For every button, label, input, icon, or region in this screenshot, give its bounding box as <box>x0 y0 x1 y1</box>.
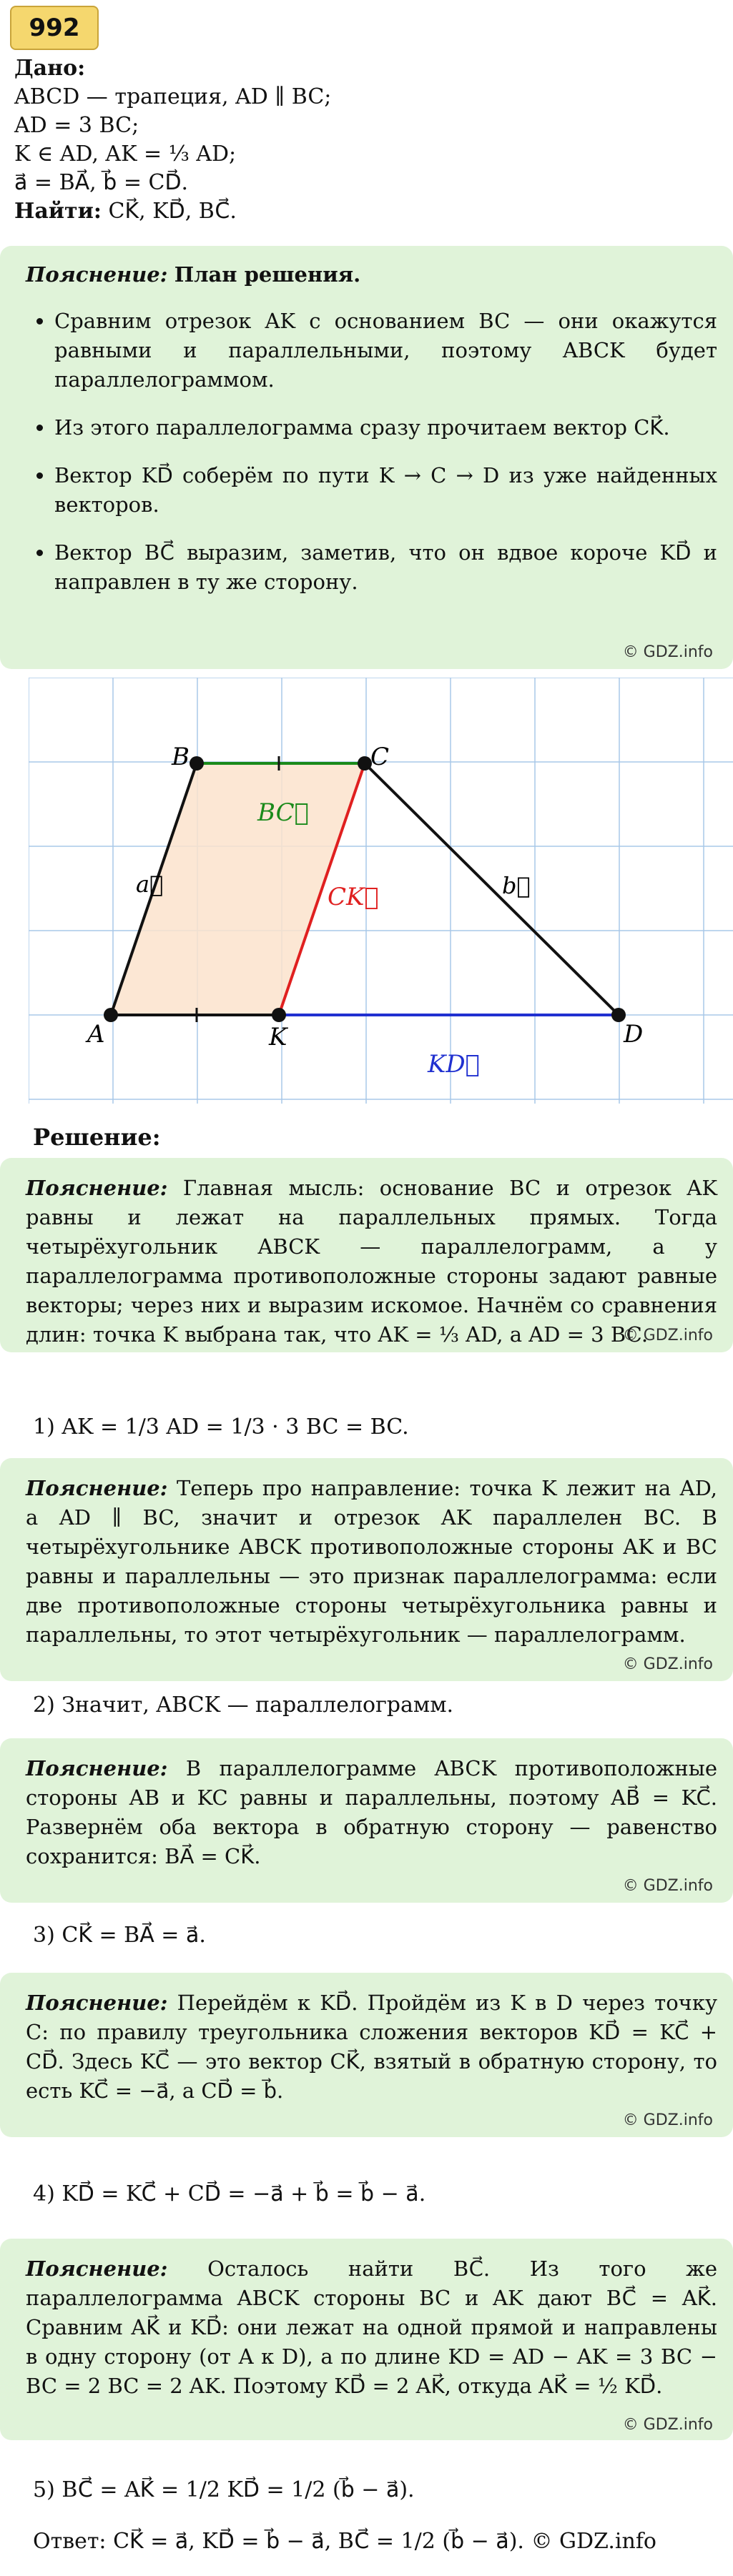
step-5: 5) BC⃗ = AK⃗ = 1/2 KD⃗ = 1/2 (b⃗ − a⃗). <box>33 2477 415 2502</box>
point-c <box>358 756 372 771</box>
explanation-body: В параллелограмме ABCK противоположные стороны AB и KC равны и параллельны, поэтому AB⃗ = KC⃗. Развернём оба вектора в обратную сторону — равенство сохранится: BA⃗ = CK⃗. <box>26 1756 718 1868</box>
explanation-panel-4 <box>0 1973 733 2137</box>
point-k <box>272 1008 286 1022</box>
step-3: 3) CK⃗ = BA⃗ = a⃗. <box>33 1923 206 1948</box>
point-a <box>104 1008 118 1022</box>
explanation-panel-5 <box>0 2239 733 2440</box>
explanation-body: Перейдём к KD⃗. Пройдём из K в D через точку C: по правилу треугольника сложения векторов KD⃗ = KC⃗ + CD⃗. Здесь KC⃗ — это вектор CK⃗, взятый в обратную сторону, то есть KC⃗ = −a⃗, а CD⃗ = b⃗. <box>26 1991 718 2103</box>
explanation-lead: Пояснение: <box>26 1991 168 2015</box>
explanation-lead: Пояснение: <box>26 1476 168 1500</box>
step-1: 1) AK = 1/3 AD = 1/3 · 3 BC = BC. <box>33 1415 409 1440</box>
given-title: Дано: <box>14 56 86 81</box>
plan-item: • Вектор BC⃗ выразим, заметив, что он вдвое короче KD⃗ и направлен в ту же сторону. <box>54 538 717 597</box>
given-line: AD = 3 BC; <box>14 113 139 138</box>
explanation-panel-2 <box>0 1458 733 1681</box>
trapezoid-diagram <box>29 678 733 1104</box>
plan-panel <box>0 246 733 669</box>
plan-item: • Сравним отрезок AK с основанием BC — они окажутся равными и параллельными, поэтому ABCK будет параллелограммом. <box>54 307 717 395</box>
label-b: B <box>172 743 190 771</box>
explanation-panel-3 <box>0 1738 733 1903</box>
credit: © GDZ.info <box>622 1655 713 1673</box>
explanation-text <box>26 1988 717 2106</box>
explanation-lead: Пояснение: <box>26 1176 168 1200</box>
point-b <box>190 756 204 771</box>
credit: © GDZ.info <box>622 643 713 661</box>
explanation-body: Осталось найти BC⃗. Из того же параллелограмма ABCK стороны BC и AK дают BC⃗ = AK⃗. Сравним AK⃗ и KD⃗: они лежат на одной прямой и направлены в одну сторону (от A к D), а по длине KD = AD − AK = 3 BC − BC = 2 BC = 2 AK. Поэтому KD⃗ = 2 AK⃗, откуда AK⃗ = ½ KD⃗. <box>26 2257 718 2398</box>
given-line: K ∈ AD, AK = ⅓ AD; <box>14 142 237 167</box>
label-vector-ck: CK⃗ <box>328 883 379 911</box>
credit: © GDZ.info <box>622 2416 713 2434</box>
diagram-svg <box>29 678 733 1104</box>
explanation-lead: Пояснение: <box>26 1756 168 1780</box>
label-vector-bc: BC⃗ <box>257 798 310 827</box>
explanation-text <box>26 1174 717 1349</box>
given-line: a⃗ = BA⃗, b⃗ = CD⃗. <box>14 170 189 195</box>
explanation-body: Главная мысль: основание BC и отрезок AK равны и лежат на параллельных прямых. Тогда четырёхугольник ABCK — параллелограмм, а у параллелограмма противоположные стороны задают равные векторы; через них и выразим искомое. Начнём со сравнения длин: точка K выбрана так, что AK = ⅓ AD, а AD = 3 BC. <box>26 1176 718 1347</box>
step-2: 2) Значит, ABCK — параллелограмм. <box>33 1693 454 1718</box>
answer-line: Ответ: CK⃗ = a⃗, KD⃗ = b⃗ − a⃗, BC⃗ = 1/2 (b⃗ − a⃗). © GDZ.info <box>33 2529 656 2554</box>
explanation-text <box>26 1754 717 1871</box>
plan-title: План решения. <box>174 262 361 287</box>
given-block <box>14 54 331 226</box>
label-d: D <box>624 1020 644 1049</box>
plan-lead: Пояснение: <box>26 262 168 287</box>
label-vector-a: a⃗ <box>136 871 164 898</box>
plan-item: • Из этого параллелограмма сразу прочитаем вектор CK⃗. <box>54 413 717 442</box>
problem-number-badge: 992 <box>10 6 99 50</box>
plan-list <box>26 307 717 597</box>
plan-content <box>26 260 717 615</box>
plan-item: • Вектор KD⃗ соберём по пути K → C → D из уже найденных векторов. <box>54 461 717 520</box>
given-line: ABCD — трапеция, AD ∥ BC; <box>14 84 332 109</box>
explanation-text <box>26 1474 717 1650</box>
label-vector-kd: KD⃗ <box>428 1050 481 1079</box>
label-a: A <box>87 1020 105 1049</box>
credit: © GDZ.info <box>622 1327 713 1344</box>
explanation-panel-1 <box>0 1158 733 1352</box>
label-c: C <box>370 743 390 771</box>
solution-heading: Решение: <box>33 1124 161 1151</box>
find-label: Найти: <box>14 199 102 224</box>
credit: © GDZ.info <box>622 2111 713 2129</box>
find-text: CK⃗, KD⃗, BC⃗. <box>108 199 237 224</box>
step-4: 4) KD⃗ = KC⃗ + CD⃗ = −a⃗ + b⃗ = b⃗ − a⃗. <box>33 2181 426 2206</box>
explanation-text <box>26 2254 717 2401</box>
explanation-body: Теперь про направление: точка K лежит на AD, а AD ∥ BC, значит и отрезок AK параллелен BC. В четырёхугольнике ABCK противоположные стороны AK и BC равны и параллельны — это признак параллелограмма: если две противоположные стороны четырёхугольника равны и параллельны, то этот четырёхугольник — параллелограмм. <box>26 1476 718 1647</box>
label-k: K <box>269 1023 287 1051</box>
credit: © GDZ.info <box>622 1877 713 1895</box>
label-vector-b: b⃗ <box>502 872 531 899</box>
explanation-lead: Пояснение: <box>26 2257 168 2281</box>
